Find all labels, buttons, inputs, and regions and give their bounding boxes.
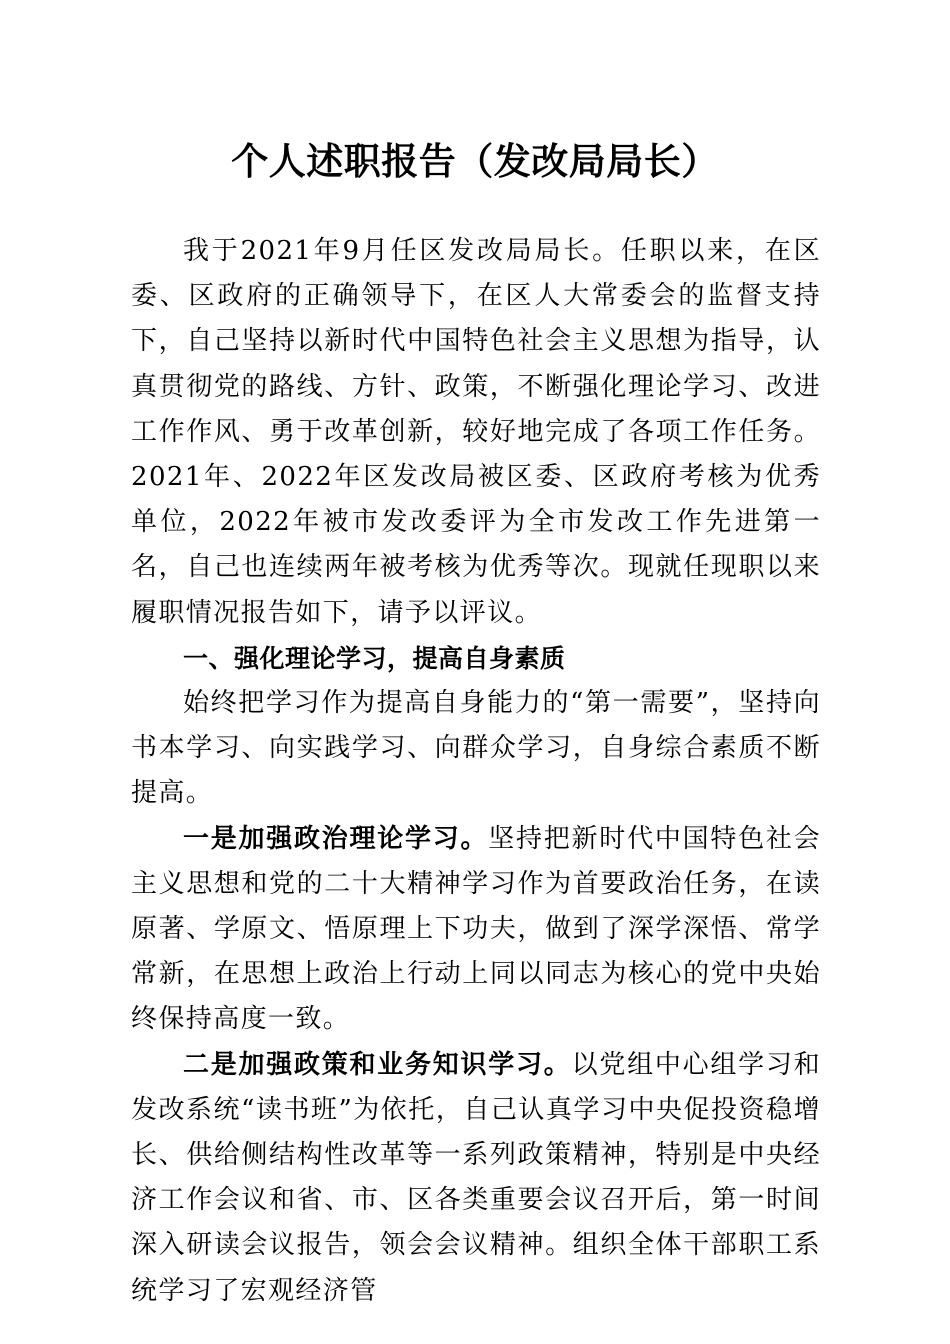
- intro-paragraph: 我于2021年9月任区发改局局长。任职以来，在区委、区政府的正确领导下，在区人大常委会的监督支持下，自己坚持以新时代中国特色社会主义思想为指导，认真贯彻党的路线、方针、政策，不断强化理论学习、改进工作作风、勇于改革创新，较好地完成了各项工作任务。2021年、2022年区发改局被区委、区政府考核为优秀单位，2022年被市发改委评为全市发改工作先进第一名，自己也连续两年被考核为优秀等次。现就任现职以来履职情况报告如下，请予以评议。: [131, 236, 821, 628]
- document-body: [131, 229, 821, 1314]
- point-two-text: 以党组中心组学习和发改系统“读书班”为依托，自己认真学习中央促投资稳增长、供给侧结构性改革等一系列政策精神，特别是中央经济工作会议和省、市、区各类重要会议召开后，第一时间深入研读会议报告，领会会议精神。组织全体干部职工系统学习了宏观经济管: [131, 1049, 821, 1306]
- point-one-paragraph: [131, 817, 821, 1043]
- point-two-paragraph: [131, 1043, 821, 1314]
- document-title: 个人述职报告（发改局局长）: [231, 140, 719, 183]
- section-summary-paragraph: 始终把学习作为提高自身能力的“第一需要”，坚持向书本学习、向实践学习、向群众学习，自身综合素质不断提高。: [131, 688, 821, 809]
- point-two-lead: 二是加强政策和业务知识学习。: [183, 1049, 572, 1080]
- point-one-lead: 一是加强政治理论学习。: [183, 823, 489, 854]
- section-heading: 一、强化理论学习，提高自身素质: [183, 643, 566, 673]
- point-one-text: 坚持把新时代中国特色社会主义思想和党的二十大精神学习作为首要政治任务，在读原著、学原文、悟原理上下功夫，做到了深学深悟、常学常新，在思想上政治上行动上同以同志为核心的党中央始终保持高度一致。: [131, 823, 821, 1035]
